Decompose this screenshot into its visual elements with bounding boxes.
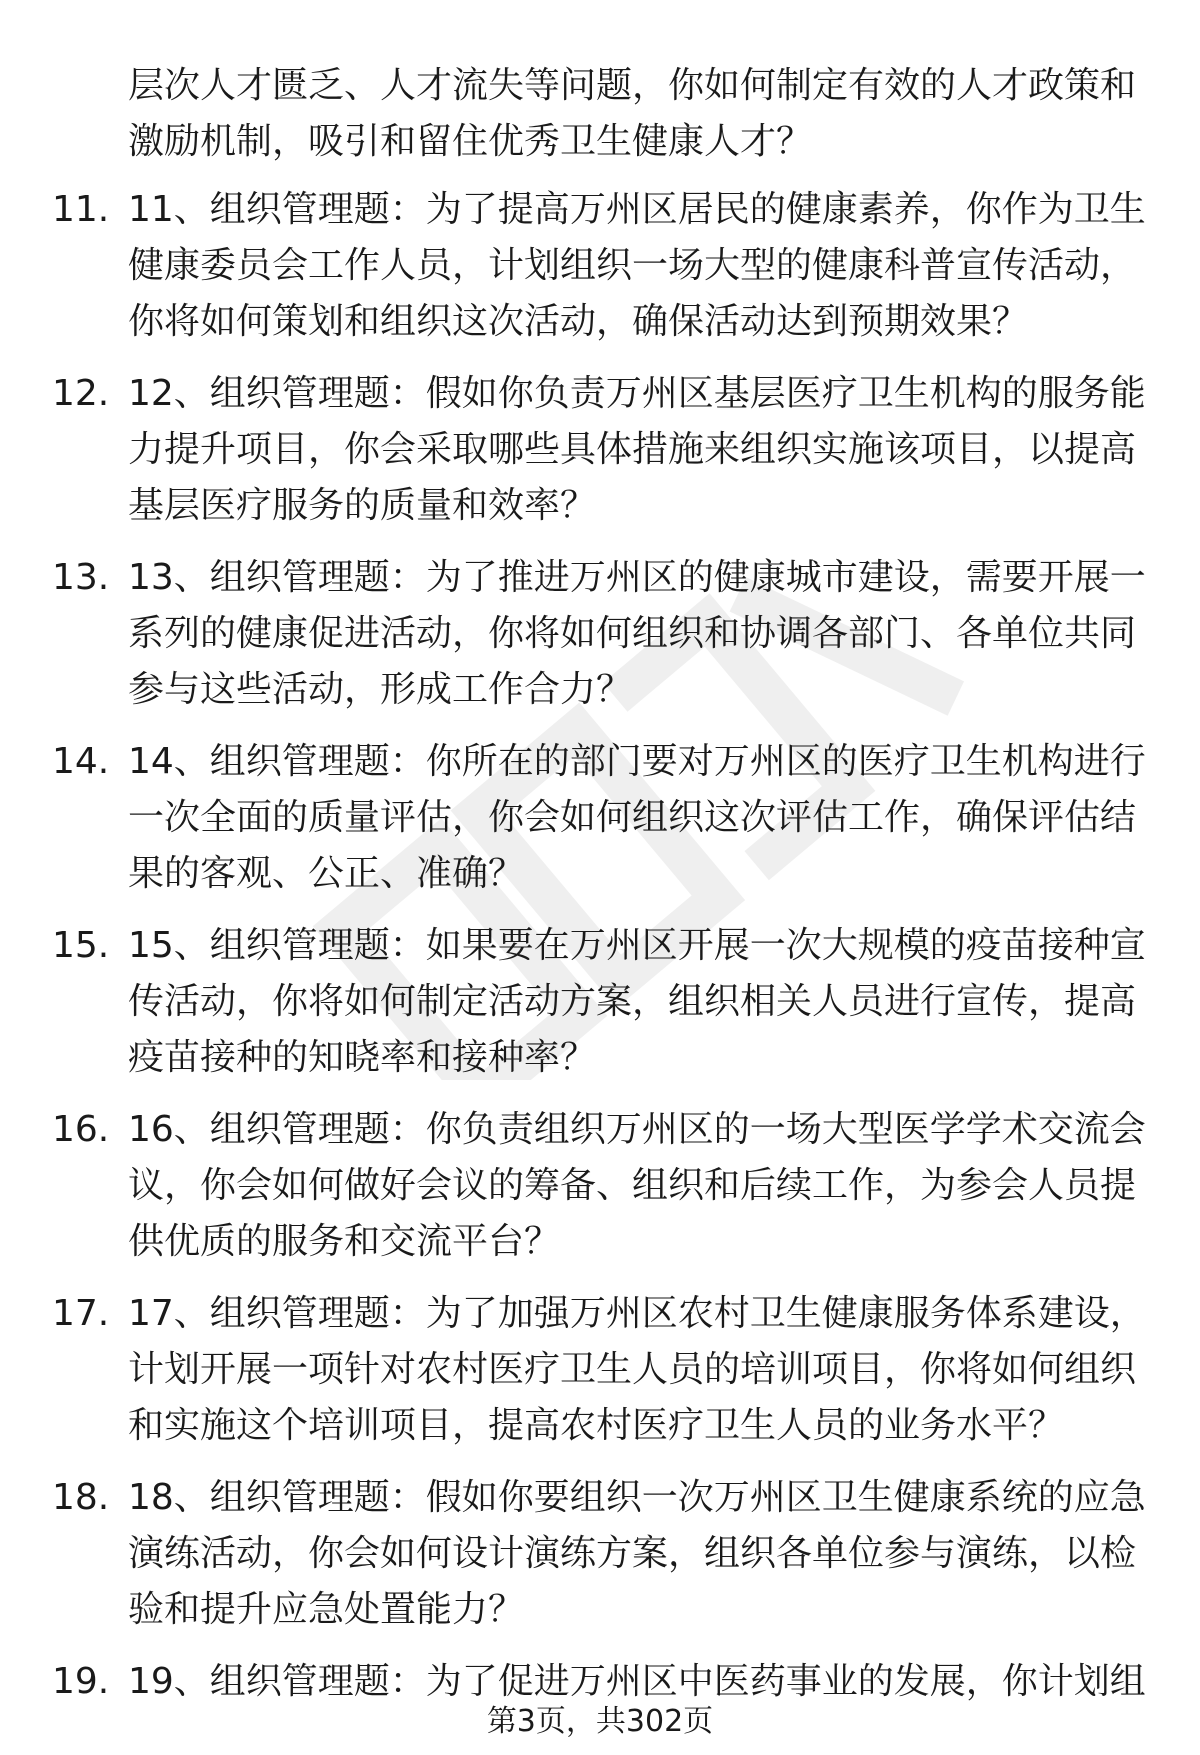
item-number: 16. <box>52 1109 110 1150</box>
item-number: 18. <box>52 1477 110 1518</box>
item-number: 11. <box>52 189 110 230</box>
list-item <box>0 1102 1200 1262</box>
item-number: 13. <box>52 557 110 598</box>
item-text: 15、组织管理题：如果要在万州区开展一次大规模的疫苗接种宣传活动，你将如何制定活动方案，组织相关人员进行宣传，提高疫苗接种的知晓率和接种率？ <box>128 925 1146 1078</box>
item-number: 12. <box>52 373 110 414</box>
list-item <box>0 734 1200 894</box>
list-item <box>0 182 1200 342</box>
list-item <box>0 550 1200 710</box>
list-item <box>0 918 1200 1078</box>
item-text: 13、组织管理题：为了推进万州区的健康城市建设，需要开展一系列的健康促进活动，你将如何组织和协调各部门、各单位共同参与这些活动，形成工作合力？ <box>128 557 1146 710</box>
item-number: 17. <box>52 1293 110 1334</box>
list-item <box>0 1286 1200 1446</box>
page-footer: 第3页，共302页 <box>486 1704 714 1739</box>
item-text: 18、组织管理题：假如你要组织一次万州区卫生健康系统的应急演练活动，你会如何设计演练方案，组织各单位参与演练，以检验和提升应急处置能力？ <box>128 1477 1146 1630</box>
list-item <box>0 1470 1200 1630</box>
intro-paragraph: 层次人才匮乏、人才流失等问题，你如何制定有效的人才政策和激励机制，吸引和留住优秀卫生健康人才？ <box>128 65 1137 162</box>
item-text: 19、组织管理题：为了促进万州区中医药事业的发展，你计划组 <box>128 1661 1146 1702</box>
question-list <box>0 182 1200 1738</box>
item-number: 14. <box>52 741 110 782</box>
list-item <box>0 366 1200 526</box>
item-number: 15. <box>52 925 110 966</box>
item-text: 12、组织管理题：假如你负责万州区基层医疗卫生机构的服务能力提升项目，你会采取哪些具体措施来组织实施该项目，以提高基层医疗服务的质量和效率？ <box>128 373 1146 526</box>
item-text: 16、组织管理题：你负责组织万州区的一场大型医学学术交流会议，你会如何做好会议的筹备、组织和后续工作，为参会人员提供优质的服务和交流平台？ <box>128 1109 1146 1262</box>
item-number: 19. <box>52 1661 110 1702</box>
item-text: 11、组织管理题：为了提高万州区居民的健康素养，你作为卫生健康委员会工作人员，计划组织一场大型的健康科普宣传活动，你将如何策划和组织这次活动，确保活动达到预期效果？ <box>128 189 1146 342</box>
item-text: 14、组织管理题：你所在的部门要对万州区的医疗卫生机构进行一次全面的质量评估，你会如何组织这次评估工作，确保评估结果的客观、公正、准确？ <box>128 741 1146 894</box>
item-text: 17、组织管理题：为了加强万州区农村卫生健康服务体系建设，计划开展一项针对农村医疗卫生人员的培训项目，你将如何组织和实施这个培训项目，提高农村医疗卫生人员的业务水平？ <box>128 1293 1146 1446</box>
